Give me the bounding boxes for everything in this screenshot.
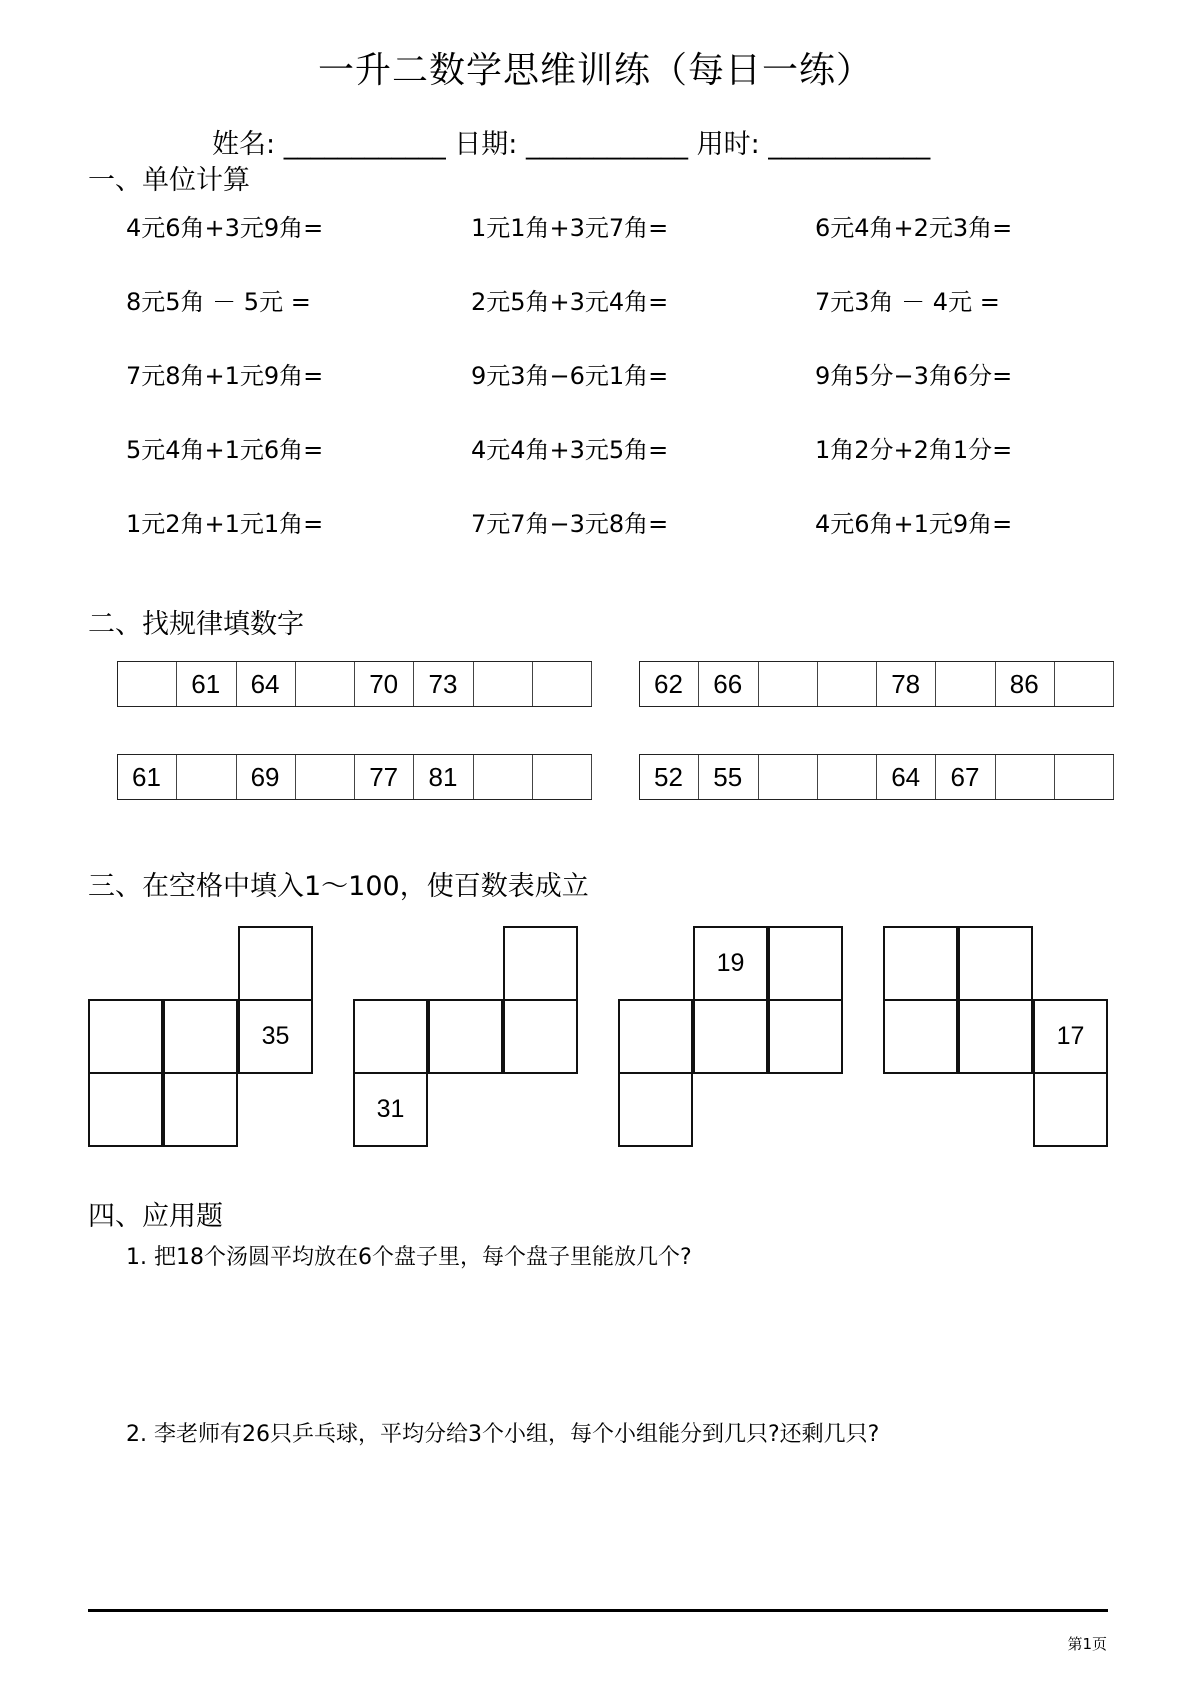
- grid-cell[interactable]: [503, 926, 578, 1001]
- grid-cell[interactable]: [618, 999, 693, 1074]
- sequence-cell[interactable]: 86: [996, 662, 1055, 706]
- grid-cell-given: 31: [353, 1072, 428, 1147]
- calc-item: 6元4角+2元3角=: [815, 214, 1013, 242]
- sequence-cell[interactable]: 73: [414, 662, 473, 706]
- sequence-row: [639, 661, 1114, 707]
- grid-cell-given: 17: [1033, 999, 1108, 1074]
- sequence-cell[interactable]: 61: [118, 755, 177, 799]
- sequence-cell[interactable]: [533, 662, 592, 706]
- sequence-cell[interactable]: [996, 755, 1055, 799]
- grid-cell[interactable]: [883, 999, 958, 1074]
- calc-item: 7元7角−3元8角=: [471, 510, 669, 538]
- page-title: 一升二数学思维训练（每日一练）: [317, 50, 873, 91]
- calc-item: 4元6角+3元9角=: [126, 214, 324, 242]
- grid-cell[interactable]: [768, 999, 843, 1074]
- calc-item: 7元8角+1元9角=: [126, 362, 324, 390]
- sequence-cell[interactable]: [818, 662, 877, 706]
- grid-cell[interactable]: [503, 999, 578, 1074]
- sequence-cell[interactable]: 64: [877, 755, 936, 799]
- sequence-cell[interactable]: 52: [640, 755, 699, 799]
- sequence-cell[interactable]: 64: [237, 662, 296, 706]
- calc-item: 1角2分+2角1分=: [815, 436, 1013, 464]
- grid-cell[interactable]: [238, 926, 313, 1001]
- grid-cell-given: 19: [693, 926, 768, 1001]
- sequence-row: [639, 754, 1114, 800]
- time-label: 用时:: [696, 129, 760, 160]
- grid-cell[interactable]: [88, 999, 163, 1074]
- sequence-cell[interactable]: [118, 662, 177, 706]
- sequence-cell[interactable]: [936, 662, 995, 706]
- grid-cell[interactable]: [428, 999, 503, 1074]
- sequence-cell[interactable]: [177, 755, 236, 799]
- sequence-cell[interactable]: [296, 755, 355, 799]
- grid-cell[interactable]: [163, 1072, 238, 1147]
- page-number: 第1页: [1067, 1635, 1107, 1653]
- sequence-cell[interactable]: 61: [177, 662, 236, 706]
- grid-cell[interactable]: [163, 999, 238, 1074]
- calc-item: 4元6角+1元9角=: [815, 510, 1013, 538]
- grid-cell[interactable]: [958, 999, 1033, 1074]
- date-field[interactable]: ____________: [526, 129, 688, 160]
- section-3-heading: 三、在空格中填入1～100，使百数表成立: [88, 871, 589, 902]
- sequence-row: [117, 661, 592, 707]
- time-field[interactable]: ____________: [768, 129, 931, 160]
- grid-cell-given: 35: [238, 999, 313, 1074]
- calc-item: 7元3角 － 4元 =: [815, 288, 1000, 316]
- sequence-cell[interactable]: [296, 662, 355, 706]
- sequence-cell[interactable]: [759, 755, 818, 799]
- sequence-cell[interactable]: 81: [414, 755, 473, 799]
- grid-cell[interactable]: [693, 999, 768, 1074]
- section-1-heading: 一、单位计算: [88, 165, 250, 196]
- sequence-cell[interactable]: 69: [237, 755, 296, 799]
- calc-item: 1元1角+3元7角=: [471, 214, 669, 242]
- section-4-heading: 四、应用题: [88, 1201, 223, 1232]
- date-label: 日期:: [454, 129, 518, 160]
- sequence-cell[interactable]: 70: [355, 662, 414, 706]
- grid-cell[interactable]: [958, 926, 1033, 1001]
- calc-item: 4元4角+3元5角=: [471, 436, 669, 464]
- footer-divider: [88, 1609, 1108, 1612]
- sequence-cell[interactable]: 67: [936, 755, 995, 799]
- sequence-cell[interactable]: [474, 755, 533, 799]
- grid-cell[interactable]: [618, 1072, 693, 1147]
- word-problem-2: 2. 李老师有26只乒乓球，平均分给3个小组，每个小组能分到几只?还剩几只?: [126, 1422, 880, 1447]
- sequence-cell[interactable]: 55: [699, 755, 758, 799]
- sequence-cell[interactable]: [759, 662, 818, 706]
- calc-item: 1元2角+1元1角=: [126, 510, 324, 538]
- sequence-cell[interactable]: [1055, 662, 1114, 706]
- grid-cell[interactable]: [1033, 1072, 1108, 1147]
- sequence-cell[interactable]: 62: [640, 662, 699, 706]
- sequence-row: [117, 754, 592, 800]
- name-field[interactable]: ____________: [283, 129, 446, 160]
- sequence-cell[interactable]: [1055, 755, 1114, 799]
- calc-item: 5元4角+1元6角=: [126, 436, 324, 464]
- calc-item: 9元3角−6元1角=: [471, 362, 669, 390]
- sequence-cell[interactable]: [818, 755, 877, 799]
- grid-cell[interactable]: [353, 999, 428, 1074]
- section-2-heading: 二、找规律填数字: [88, 609, 304, 640]
- calc-item: 8元5角 － 5元 =: [126, 288, 311, 316]
- calc-item: 2元5角+3元4角=: [471, 288, 669, 316]
- name-label: 姓名:: [212, 129, 276, 160]
- info-line: [212, 122, 930, 161]
- grid-cell[interactable]: [768, 926, 843, 1001]
- sequence-cell[interactable]: 78: [877, 662, 936, 706]
- sequence-cell[interactable]: 66: [699, 662, 758, 706]
- grid-cell[interactable]: [883, 926, 958, 1001]
- grid-cell[interactable]: [88, 1072, 163, 1147]
- sequence-cell[interactable]: [533, 755, 592, 799]
- calc-item: 9角5分−3角6分=: [815, 362, 1013, 390]
- sequence-cell[interactable]: [474, 662, 533, 706]
- word-problem-1: 1. 把18个汤圆平均放在6个盘子里，每个盘子里能放几个?: [126, 1245, 692, 1270]
- sequence-cell[interactable]: 77: [355, 755, 414, 799]
